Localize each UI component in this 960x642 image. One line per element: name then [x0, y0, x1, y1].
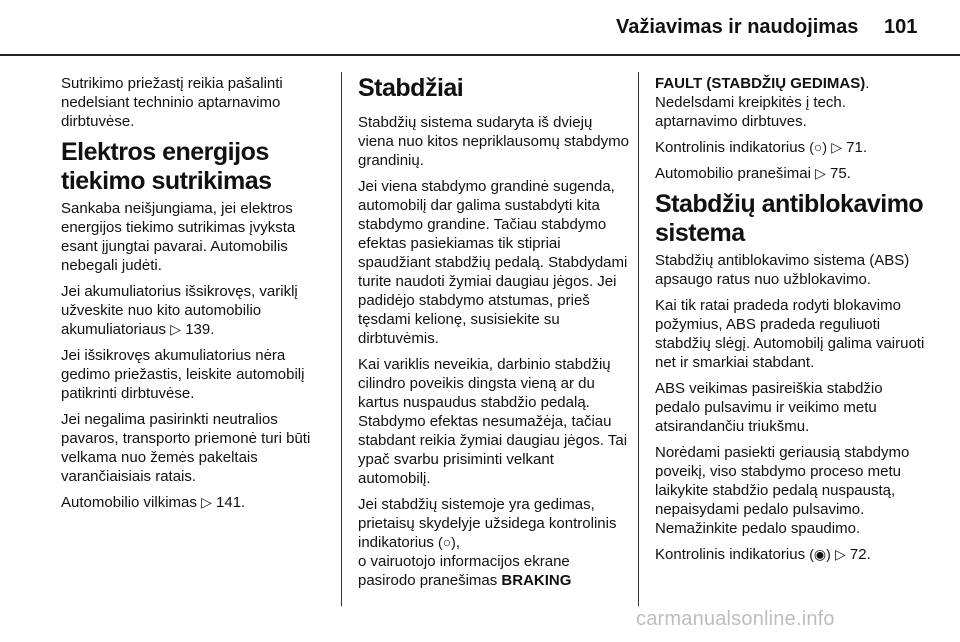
page-ref-icon: ▷ [170, 321, 182, 337]
paragraph: Norėdami pasiekti geriausią stabdymo poveikį, viso stabdymo proceso metu laikykite stabdžio pedalą nuspaustą, nepaisydami pedalo pulsavimo. Nemažinkite pedalo spaudimo. [655, 444, 910, 537]
paragraph: FAULT (STABDŽIŲ GEDIMAS). Nedelsdami kreipkitės į tech. aptarnavimo dirbtuves. [655, 75, 870, 130]
paragraph: Sankaba neišjungiama, jei elektros energijos tiekimo sutrikimas įvyksta esant įjungtai pavarai. Automobilis nebegali judėti. [61, 200, 296, 274]
paragraph: Kai variklis neveikia, darbinio stabdžių cilindro poveikis dingsta vieną ar du kartus nuspaudus stabdžio pedalą. Stabdymo efektas nesumažėja, tačiau stabdant reikia žymiai daugiau jėgos. Tai ypač svarbu prisiminti velkant automobilį. [358, 356, 628, 487]
paragraph: Sutrikimo priežastį reikia pašalinti nedelsiant techninio aptarnavimo dirbtuvėse. [61, 75, 283, 130]
page-ref: 141. [216, 494, 246, 511]
watermark: carmanualsonline.info [636, 608, 835, 630]
column-divider-1 [341, 72, 342, 606]
column-divider-2 [638, 72, 639, 606]
paragraph [61, 493, 333, 512]
brake-warning-icon: (○) [438, 534, 456, 550]
page-ref-icon: ▷ [834, 546, 846, 562]
page-ref: 75. [830, 165, 851, 182]
paragraph: Kai tik ratai pradeda rodyti blokavimo požymius, ABS pradeda reguliuoti stabdžių slėgį. Automobilį galima vairuoti net ir smarkiai stabdant. [655, 297, 925, 371]
brake-warning-icon: (○) [809, 139, 828, 155]
page-ref: 72. [849, 546, 871, 563]
paragraph: Stabdžių sistema sudaryta iš dviejų viena nuo kitos nepriklausomų stabdymo grandinių. [358, 114, 629, 169]
column-2 [358, 74, 630, 597]
column-1 [61, 74, 333, 519]
message-text: FAULT (STABDŽIŲ GEDIMAS) [655, 75, 866, 92]
paragraph-text: o vairuotojo informacijos ekrane pasirodo pranešimas [358, 553, 570, 589]
paragraph [655, 138, 927, 157]
paragraph [655, 164, 927, 183]
paragraph: Jei stabdžių sistemoje yra gedimas, prietaisų skydelyje užsidega kontrolinis indikatorius (○), o vairuotojo informacijos ekrane pasirodo pranešimas BRAKING [358, 496, 617, 589]
section-heading-abs: Stabdžių antiblokavimo sistema [655, 190, 924, 247]
paragraph [655, 545, 927, 564]
paragraph-text: Nedelsdami kreipkitės į tech. aptarnavimo dirbtuves. [655, 94, 846, 130]
page-ref-icon: ▷ [831, 139, 842, 155]
abs-warning-icon: (◉) [809, 546, 831, 562]
message-text: BRAKING [501, 572, 572, 589]
paragraph [61, 282, 333, 339]
chapter-title: Važiavimas ir naudojimas [616, 16, 859, 38]
page-number: 101 [884, 16, 918, 38]
page-ref: 71. [846, 139, 868, 156]
paragraph-text: Kontrolinis indikatorius [655, 546, 806, 563]
paragraph-text: Automobilio vilkimas [61, 494, 197, 511]
paragraph: ABS veikimas pasireiškia stabdžio pedalo pulsavimu ir veikimo metu atsirandančiu triukšmu. [655, 380, 883, 435]
paragraph-text: Jei akumuliatorius išsikrovęs, variklį užveskite nuo kito automobilio akumuliatoriaus [61, 283, 298, 338]
header-divider [0, 54, 960, 56]
page-ref-icon: ▷ [815, 165, 826, 181]
column-3 [655, 74, 927, 571]
paragraph-text: Automobilio pranešimai [655, 165, 811, 182]
page-ref-icon: ▷ [201, 494, 212, 510]
paragraph: Stabdžių antiblokavimo sistema (ABS) apsaugo ratus nuo užblokavimo. [655, 252, 910, 288]
paragraph-text: Jei stabdžių sistemoje yra gedimas, prietaisų skydelyje užsidega kontrolinis indikatorius [358, 496, 617, 551]
paragraph: Jei negalima pasirinkti neutralios pavaros, transporto priemonė turi būti velkama nuo žemės pakeltais varančiaisiais ratais. [61, 411, 311, 485]
paragraph: Jei viena stabdymo grandinė sugenda, automobilį dar galima sustabdyti kita stabdymo grandine. Tačiau stabdymo efektas pasiekiamas tik stipriai spaudžiant stabdžių pedalą. Stabdydami turite naudoti žymiai daugiau jėgos. Jei padidėjo stabdymo atstumas, prieš tęsdami kelionę, susisiekite su dirbtuvėmis. [358, 178, 628, 347]
page-ref: 139. [185, 321, 215, 338]
paragraph: Jei išsikrovęs akumuliatorius nėra gedimo priežastis, leiskite automobilį patikrinti dirbtuvėse. [61, 347, 305, 402]
section-heading-brakes: Stabdžiai [358, 74, 464, 102]
section-heading-electric: Elektros energijos tiekimo sutrikimas [61, 138, 272, 195]
paragraph-text: Kontrolinis indikatorius [655, 139, 806, 156]
